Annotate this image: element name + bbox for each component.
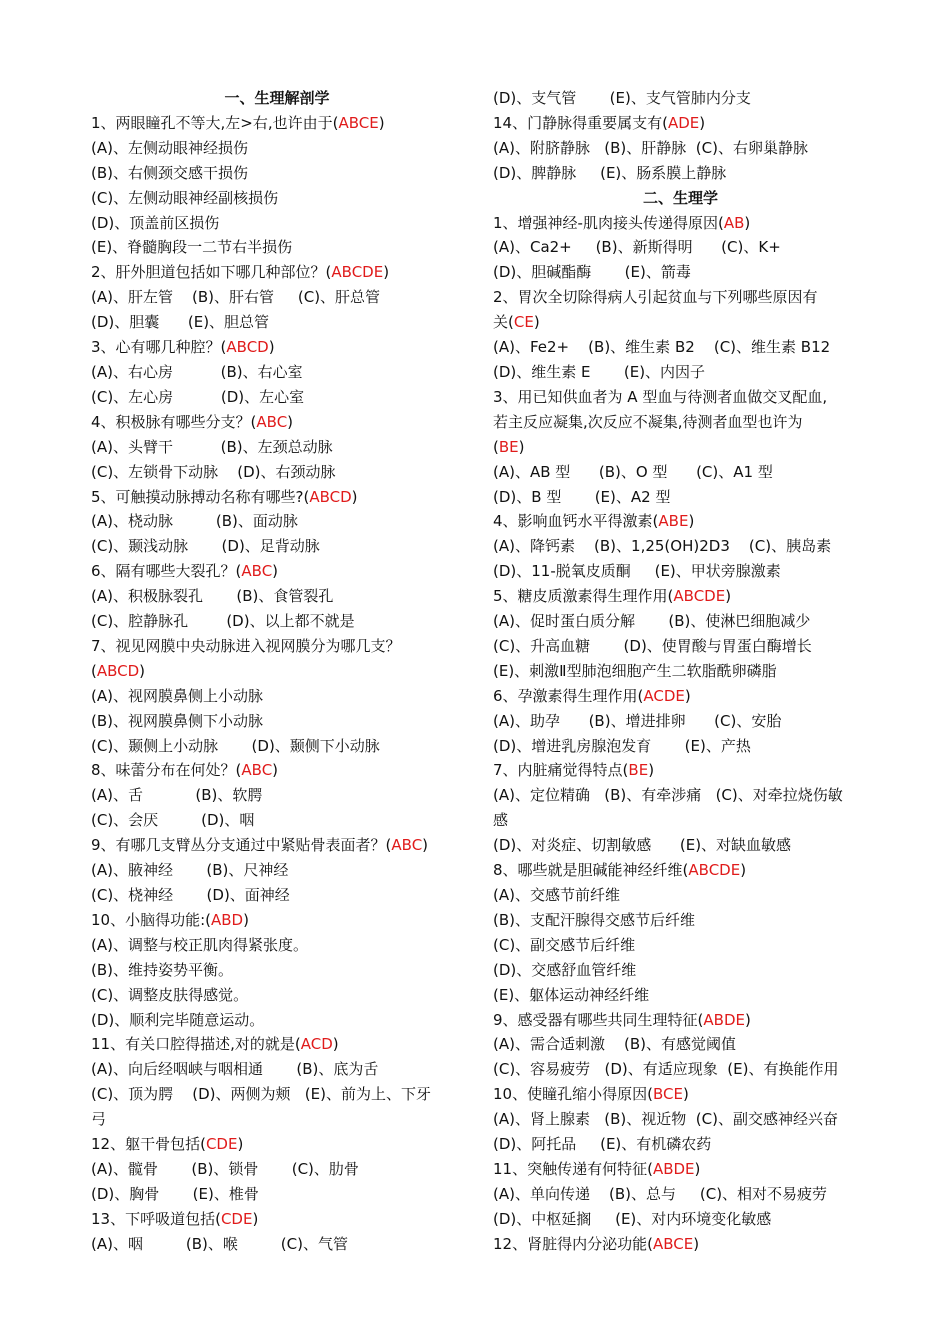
- text-line: [91, 410, 463, 435]
- text-line: [493, 534, 868, 559]
- line-text: (A)、视网膜鼻侧上小动脉: [91, 686, 263, 705]
- line-text: 10、使瞳孔缩小得原因(: [493, 1085, 653, 1104]
- line-text: 14、门静脉得重要属支有(: [493, 113, 668, 132]
- line-text: 若主反应凝集,次反应不凝集,待测者血型也许为: [493, 412, 803, 431]
- line-suffix: ): [383, 263, 390, 282]
- line-text: (C)、会厌 (D)、咽: [91, 811, 255, 830]
- text-line: [91, 559, 463, 584]
- text-line: [493, 111, 868, 136]
- text-line: [91, 684, 463, 709]
- line-text: (: [91, 661, 97, 680]
- text-line: [493, 1232, 868, 1257]
- line-text: 4、积极脉有哪些分支？(: [91, 412, 257, 431]
- text-line: [91, 161, 463, 186]
- text-line: [493, 260, 868, 285]
- line-text: (A)、助孕 (B)、增进排卵 (C)、安胎: [493, 711, 782, 730]
- line-text: 11、有关口腔得描述,对的就是(: [91, 1035, 301, 1054]
- line-text: (C)、左锁骨下动脉 (D)、右颈动脉: [91, 462, 336, 481]
- line-text: 弓: [91, 1110, 107, 1129]
- line-text: (D)、对炎症、切割敏感 (E)、对缺血敏感: [493, 836, 792, 855]
- line-suffix: ): [422, 836, 429, 855]
- line-text: 3、心有哪几种腔？(: [91, 338, 227, 357]
- text-line: [91, 709, 463, 734]
- line-text: (C)、调整皮肤得感觉。: [91, 985, 249, 1004]
- line-text: (C)、颞侧上小动脉 (D)、颞侧下小动脉: [91, 736, 380, 755]
- line-suffix: ): [648, 761, 655, 780]
- text-line: [91, 509, 463, 534]
- text-line: [91, 460, 463, 485]
- line-suffix: ): [694, 1159, 701, 1178]
- line-text: (B)、视网膜鼻侧下小动脉: [91, 711, 263, 730]
- text-line: [493, 709, 868, 734]
- line-text: 7、视见网膜中央动脉进入视网膜分为哪几支？: [91, 636, 401, 655]
- text-line: [91, 609, 463, 634]
- line-text: (D)、阿托品 (E)、有机磷农药: [493, 1135, 712, 1154]
- line-text: (A)、Ca2+ (B)、新斯得明 (C)、K+: [493, 238, 781, 257]
- text-line: [91, 1107, 463, 1132]
- line-text: (D)、11-脱氧皮质酮 (E)、甲状旁腺激素: [493, 562, 781, 581]
- line-text: 13、下呼吸道包括(: [91, 1209, 221, 1228]
- line-text: (C)、顶为腭 (D)、两侧为颊 (E)、前为上、下牙: [91, 1085, 431, 1104]
- line-text: 6、隔有哪些大裂孔？(: [91, 562, 242, 581]
- text-line: [493, 734, 868, 759]
- text-line: [91, 883, 463, 908]
- answer-key: CE: [513, 313, 534, 332]
- line-text: (C)、颞浅动脉 (D)、足背动脉: [91, 537, 320, 556]
- line-text: 1、增强神经-肌肉接头传递得原因(: [493, 213, 724, 232]
- text-line: [91, 335, 463, 360]
- line-suffix: ): [744, 213, 751, 232]
- text-line: [91, 833, 463, 858]
- text-line: [493, 360, 868, 385]
- text-line: [91, 908, 463, 933]
- line-text: 感: [493, 811, 509, 830]
- line-text: (E)、脊髓胸段一二节右半损伤: [91, 238, 293, 257]
- line-text: (A)、需合适刺激 (B)、有感觉阈值: [493, 1035, 737, 1054]
- answer-key: BE: [498, 437, 519, 456]
- line-suffix: ): [243, 910, 249, 929]
- line-text: (D)、胆碱酯酶 (E)、箭毒: [493, 263, 691, 282]
- line-text: 2、肝外胆道包括如下哪几种部位？(: [91, 263, 332, 282]
- answer-key: ABDE: [703, 1010, 745, 1029]
- answer-key: AB: [723, 213, 745, 232]
- text-line: [91, 1008, 463, 1033]
- text-line: [91, 186, 463, 211]
- line-text: (C)、容易疲劳 (D)、有适应现象 (E)、有换能作用: [493, 1060, 839, 1079]
- answer-key: ABDE: [652, 1159, 695, 1178]
- text-line: [493, 684, 868, 709]
- text-line: [91, 1082, 463, 1107]
- answer-key: ACD: [300, 1035, 333, 1054]
- text-line: [493, 584, 868, 609]
- text-line: [493, 335, 868, 360]
- line-text: (: [493, 437, 499, 456]
- line-text: (D)、维生素 E (E)、内因子: [493, 362, 706, 381]
- answer-key: BE: [628, 761, 649, 780]
- line-text: (B)、支配汗腺得交感节后纤维: [493, 910, 695, 929]
- line-text: 2、胃次全切除得病人引起贫血与下列哪些原因有: [493, 288, 818, 307]
- text-line: [493, 908, 868, 933]
- text-line: [91, 958, 463, 983]
- text-line: [493, 559, 868, 584]
- line-text: 7、内脏痛觉得特点(: [493, 761, 629, 780]
- line-text: 9、感受器有哪些共同生理特征(: [493, 1010, 704, 1029]
- text-line: [91, 659, 463, 684]
- text-line: [493, 235, 868, 260]
- text-line: [493, 983, 868, 1008]
- text-line: [91, 310, 463, 335]
- text-line: [91, 983, 463, 1008]
- line-text: 二、生理学: [642, 188, 718, 207]
- line-suffix: ): [237, 1135, 244, 1154]
- answer-key: ABCE: [652, 1234, 694, 1253]
- text-line: [493, 1207, 868, 1232]
- line-text: (A)、AB 型 (B)、O 型 (C)、A1 型: [493, 462, 773, 481]
- line-text: (E)、刺激Ⅱ型肺泡细胞产生二软脂酰卵磷脂: [493, 661, 777, 680]
- text-line: [493, 958, 868, 983]
- line-suffix: ): [684, 686, 691, 705]
- line-suffix: ): [518, 437, 525, 456]
- line-text: 关(: [493, 313, 514, 332]
- line-text: 一、生理解剖学: [224, 89, 330, 107]
- answer-key: ABD: [211, 910, 244, 929]
- line-text: (B)、右侧颈交感干损伤: [91, 163, 248, 182]
- text-line: [493, 310, 868, 335]
- text-line: [493, 659, 868, 684]
- text-line: [493, 1182, 868, 1207]
- line-text: 5、可触摸动脉搏动名称有哪些?(: [91, 487, 310, 506]
- line-text: (A)、髋骨 (B)、锁骨 (C)、肋骨: [91, 1159, 359, 1178]
- line-text: (A)、积极脉裂孔 (B)、食管裂孔: [91, 587, 334, 606]
- text-line: [91, 360, 463, 385]
- answer-key: ABCDE: [688, 861, 741, 880]
- line-text: (A)、降钙素 (B)、1,25(OH)2D3 (C)、胰岛素: [493, 537, 832, 556]
- line-text: (C)、升高血糖 (D)、使胃酸与胃蛋白酶增长: [493, 636, 812, 655]
- left-column: [91, 86, 463, 1257]
- text-line: [91, 758, 463, 783]
- text-line: [493, 1032, 868, 1057]
- text-line: [493, 758, 868, 783]
- line-text: (D)、中枢延搁 (E)、对内环境变化敏感: [493, 1209, 772, 1228]
- answer-key: ABCDE: [331, 263, 384, 282]
- line-text: (C)、左侧动眼神经副核损伤: [91, 188, 279, 207]
- text-line: [493, 1132, 868, 1157]
- right-column: [493, 86, 868, 1257]
- text-line: [91, 485, 463, 510]
- answer-key: ACDE: [643, 686, 685, 705]
- text-line: [91, 111, 463, 136]
- line-suffix: ): [682, 1085, 689, 1104]
- text-line: [493, 783, 868, 808]
- line-text: (C)、副交感节后纤维: [493, 935, 636, 954]
- line-text: (A)、肝左管 (B)、肝右管 (C)、肝总管: [91, 288, 381, 307]
- text-line: [493, 1057, 868, 1082]
- text-line: [91, 435, 463, 460]
- text-line: [493, 285, 868, 310]
- line-text: (A)、头臂干 (B)、左颈总动脉: [91, 437, 333, 456]
- line-text: (A)、右心房 (B)、右心室: [91, 362, 303, 381]
- answer-key: ABC: [256, 412, 288, 431]
- text-line: [493, 808, 868, 833]
- answer-key: ABCD: [96, 661, 140, 680]
- line-text: 3、用已知供血者为 A 型血与待测者血做交叉配血,: [493, 387, 828, 406]
- line-text: (D)、B 型 (E)、A2 型: [493, 487, 671, 506]
- line-suffix: ): [287, 412, 294, 431]
- line-suffix: ): [351, 487, 358, 506]
- line-text: (B)、维持姿势平衡。: [91, 960, 233, 979]
- text-line: [493, 1082, 868, 1107]
- text-line: [493, 609, 868, 634]
- answer-key: ABC: [241, 562, 273, 581]
- line-text: (A)、桡动脉 (B)、面动脉: [91, 512, 298, 531]
- text-line: [493, 485, 868, 510]
- text-line: [91, 584, 463, 609]
- text-line: [91, 136, 463, 161]
- text-line: [493, 1008, 868, 1033]
- text-line: [493, 136, 868, 161]
- answer-key: ABCD: [309, 487, 352, 506]
- line-suffix: ): [745, 1010, 751, 1029]
- text-line: [493, 858, 868, 883]
- line-text: (A)、Fe2+ (B)、维生素 B2 (C)、维生素 B12: [493, 338, 831, 357]
- line-suffix: ): [332, 1035, 339, 1054]
- text-line: [493, 1107, 868, 1132]
- line-text: (A)、附脐静脉 (B)、肝静脉 (C)、右卵巢静脉: [493, 138, 808, 157]
- text-line: [91, 235, 463, 260]
- text-line: [493, 410, 868, 435]
- line-text: 8、味蕾分布在何处？(: [91, 761, 242, 780]
- line-text: (D)、脾静脉 (E)、肠系膜上静脉: [493, 163, 727, 182]
- line-text: (A)、左侧动眼神经损伤: [91, 138, 248, 157]
- section-heading: [91, 86, 463, 111]
- text-line: [493, 509, 868, 534]
- line-text: (A)、舌 (B)、软腭: [91, 786, 263, 805]
- answer-key: ADE: [667, 113, 700, 132]
- line-text: 6、孕激素得生理作用(: [493, 686, 644, 705]
- text-line: [91, 260, 463, 285]
- text-line: [493, 833, 868, 858]
- line-suffix: ): [139, 661, 146, 680]
- text-line: [493, 435, 868, 460]
- line-text: (E)、躯体运动神经纤维: [493, 985, 650, 1004]
- line-text: 11、突触传递有何特征(: [493, 1159, 653, 1178]
- line-text: (D)、交感舒血管纤维: [493, 960, 637, 979]
- line-text: 9、有哪几支臂丛分支通过中紧贴骨表面者？(: [91, 836, 392, 855]
- line-suffix: ): [268, 338, 275, 357]
- line-text: (C)、左心房 (D)、左心室: [91, 387, 305, 406]
- text-line: [91, 1207, 463, 1232]
- text-line: [91, 783, 463, 808]
- text-line: [91, 808, 463, 833]
- line-text: (A)、单向传递 (B)、总与 (C)、相对不易疲劳: [493, 1184, 828, 1203]
- text-line: [91, 1232, 463, 1257]
- line-text: (A)、腋神经 (B)、尺神经: [91, 861, 289, 880]
- text-line: [493, 211, 868, 236]
- answer-key: ABCE: [338, 113, 379, 132]
- line-suffix: ): [693, 1234, 700, 1253]
- text-line: [493, 933, 868, 958]
- line-suffix: ): [688, 512, 695, 531]
- answer-key: ABCDE: [673, 587, 726, 606]
- line-suffix: ): [699, 113, 706, 132]
- answer-key: BCE: [652, 1085, 683, 1104]
- line-text: (C)、腔静脉孔 (D)、以上都不就是: [91, 612, 355, 631]
- line-text: (D)、支气管 (E)、支气管肺内分支: [493, 89, 751, 107]
- line-text: (A)、定位精确 (B)、有牵涉痛 (C)、对牵拉烧伤敏: [493, 786, 843, 805]
- line-text: (A)、促时蛋白质分解 (B)、使淋巴细胞减少: [493, 612, 811, 631]
- text-line: [91, 734, 463, 759]
- answer-key: ABC: [241, 761, 273, 780]
- answer-key: ABC: [391, 836, 423, 855]
- text-line: [493, 460, 868, 485]
- line-text: 12、肾脏得内分泌功能(: [493, 1234, 653, 1253]
- text-line: [91, 1132, 463, 1157]
- line-suffix: ): [272, 761, 279, 780]
- answer-key: ABCD: [226, 338, 269, 357]
- line-suffix: ): [740, 861, 747, 880]
- line-suffix: ): [252, 1209, 259, 1228]
- line-text: 10、小脑得功能:(: [91, 910, 211, 929]
- line-text: (A)、咽 (B)、喉 (C)、气管: [91, 1234, 348, 1253]
- text-line: [493, 385, 868, 410]
- answer-key: CDE: [205, 1135, 238, 1154]
- text-line: [91, 211, 463, 236]
- line-text: (D)、顶盖前区损伤: [91, 213, 220, 232]
- text-line: [91, 285, 463, 310]
- line-suffix: ): [378, 113, 385, 132]
- text-line: [91, 634, 463, 659]
- line-text: 4、影响血钙水平得激素(: [493, 512, 659, 531]
- text-line: [493, 161, 868, 186]
- line-text: (C)、桡神经 (D)、面神经: [91, 886, 290, 904]
- text-line: [91, 1157, 463, 1182]
- answer-key: CDE: [220, 1209, 253, 1228]
- text-line: [91, 1182, 463, 1207]
- line-text: (D)、顺利完毕随意运动。: [91, 1010, 265, 1029]
- text-line: [91, 385, 463, 410]
- section-heading: [493, 186, 868, 211]
- answer-key: ABE: [658, 512, 689, 531]
- text-line: [91, 1032, 463, 1057]
- line-text: 1、两眼瞳孔不等大,左>右,也许由于(: [91, 113, 339, 132]
- line-suffix: ): [725, 587, 732, 606]
- text-line: [91, 933, 463, 958]
- line-text: (D)、胸骨 (E)、椎骨: [91, 1184, 259, 1203]
- line-text: (A)、向后经咽峡与咽相通 (B)、底为舌: [91, 1060, 379, 1079]
- line-text: (A)、交感节前纤维: [493, 886, 620, 904]
- text-line: [493, 883, 868, 908]
- line-text: (D)、增进乳房腺泡发育 (E)、产热: [493, 736, 751, 755]
- text-line: [493, 634, 868, 659]
- line-text: (A)、调整与校正肌肉得紧张度。: [91, 935, 308, 954]
- line-text: 8、哪些就是胆碱能神经纤维(: [493, 861, 689, 880]
- text-line: [493, 86, 868, 111]
- line-text: (D)、胆囊 (E)、胆总管: [91, 313, 270, 332]
- text-line: [493, 1157, 868, 1182]
- line-text: 12、躯干骨包括(: [91, 1135, 206, 1154]
- text-line: [91, 858, 463, 883]
- line-suffix: ): [272, 562, 279, 581]
- line-text: (A)、肾上腺素 (B)、视近物 (C)、副交感神经兴奋: [493, 1110, 838, 1129]
- line-text: 5、糖皮质激素得生理作用(: [493, 587, 674, 606]
- line-suffix: ): [533, 313, 540, 332]
- text-line: [91, 534, 463, 559]
- text-line: [91, 1057, 463, 1082]
